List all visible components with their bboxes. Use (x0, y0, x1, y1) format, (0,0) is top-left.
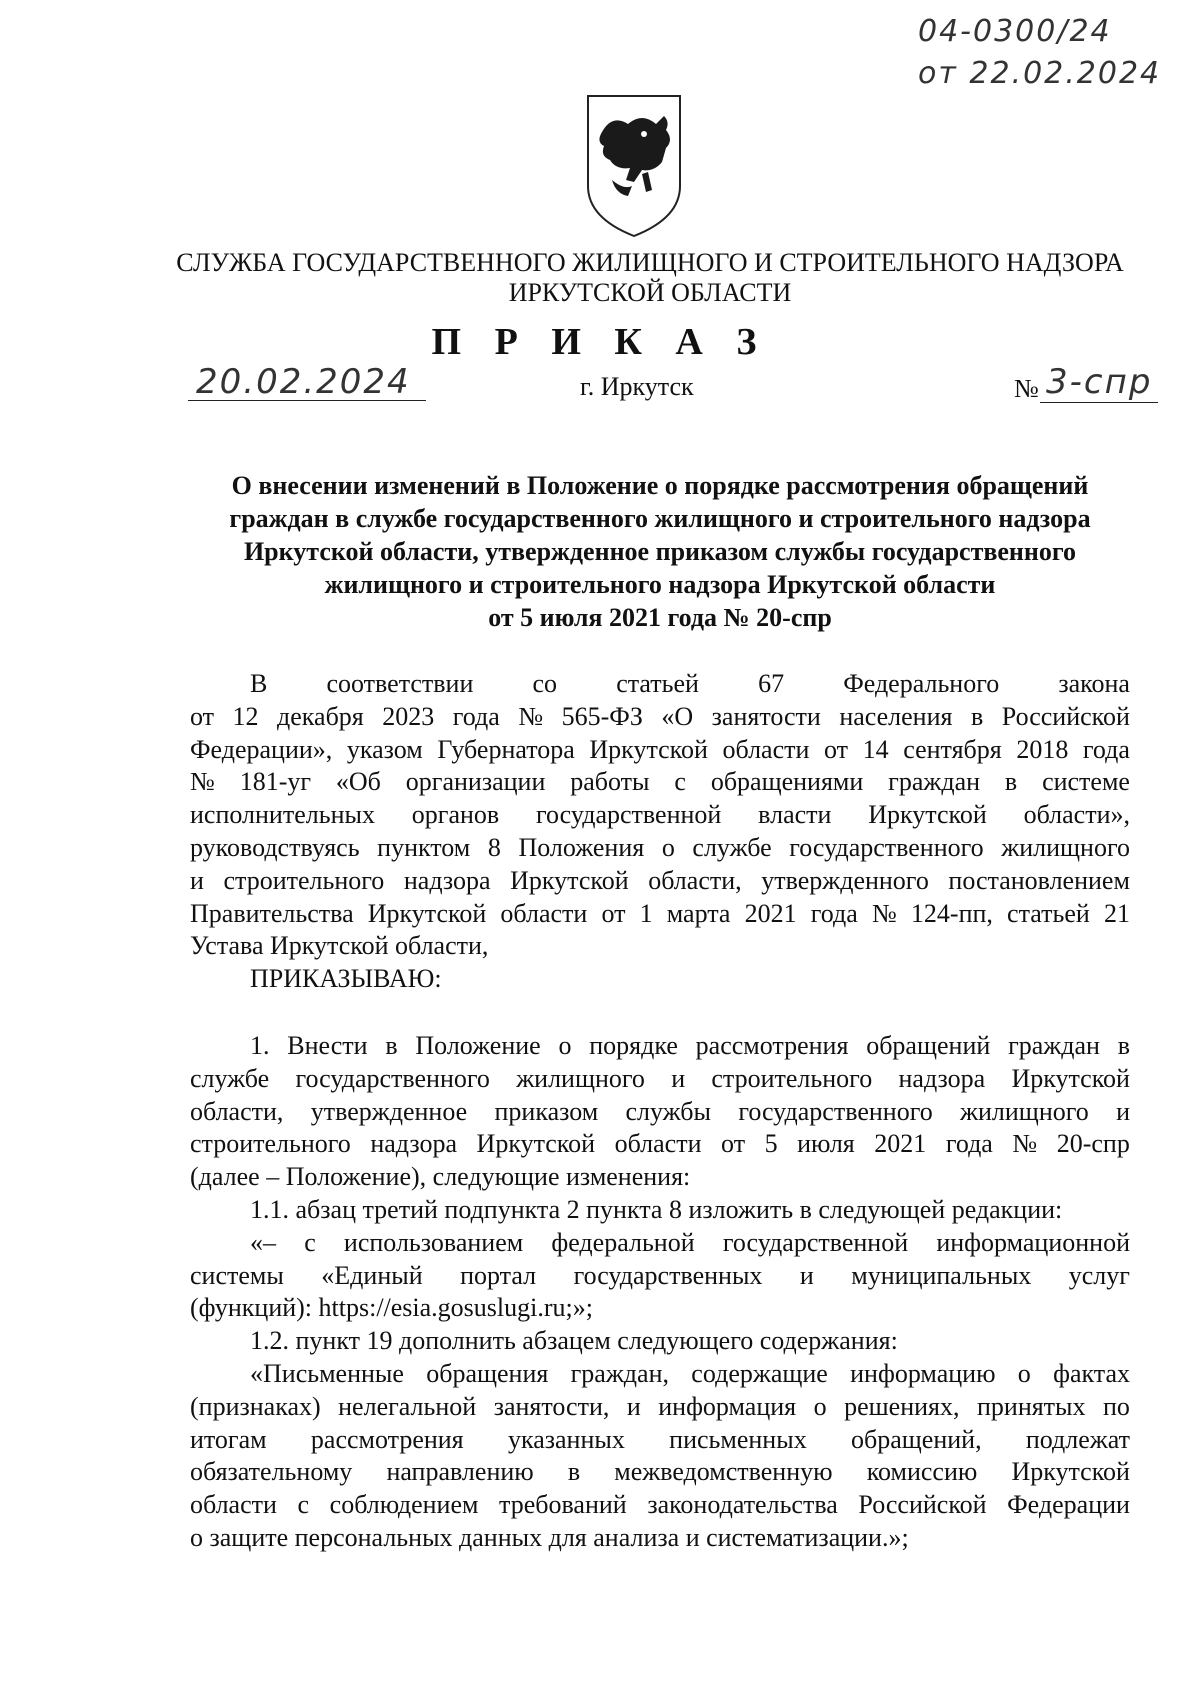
item-1-2-quote-line: о защите персональных данных для анализа и систематизации.»; (190, 1522, 909, 1552)
item-1-2-quote-line: обязательному направлению в межведомственную комиссию Иркутской (190, 1457, 1130, 1487)
item-1-2-quote-line: «Письменные обращения граждан, содержащие информацию о фактах (250, 1358, 1130, 1388)
preamble-line: исполнительных органов государственной власти Иркутской области», (190, 800, 1130, 830)
item-1-1-quote-line: (функций): https://esia.gosuslugi.ru;»; (190, 1293, 593, 1323)
item-1-2-quote-line: (признаках) нелегальной занятости, и информация о решениях, принятых по (190, 1391, 1130, 1421)
heading-line: жилищного и строительного надзора Иркутской области (324, 570, 996, 599)
item-1-line: строительного надзора Иркутской области от 5 июля 2021 года № 20-спр (190, 1129, 1130, 1159)
date-underline (188, 400, 426, 401)
heading-line: О внесении изменений в Положение о порядке рассмотрения обращений (231, 471, 1089, 500)
document-date: 20.02.2024 (196, 362, 411, 402)
item-1-line: (далее – Положение), следующие изменения: (190, 1162, 691, 1192)
item-1-1: 1.1. абзац третий подпункта 2 пункта 8 изложить в следующей редакции: (250, 1194, 1063, 1224)
preamble-line: Правительства Иркутской области от 1 марта 2021 года № 124-пп, статьей 21 (190, 898, 1130, 928)
irkutsk-coat-of-arms-icon (582, 90, 686, 240)
item-1-1-quote-line: системы «Единый портал государственных и муниципальных услуг (190, 1260, 1130, 1290)
item-1-line: области, утвержденное приказом службы государственного жилищного и (190, 1096, 1130, 1126)
number-underline (1040, 402, 1158, 403)
item-1-2-quote-line: итогам рассмотрения указанных письменных обращений, подлежат (190, 1424, 1130, 1454)
item-1-line: службе государственного жилищного и строительного надзора Иркутской (190, 1063, 1130, 1093)
order-heading (180, 469, 1140, 634)
heading-line: Иркутской области, утвержденное приказом службы государственного (243, 537, 1077, 566)
preamble-line: Устава Иркутской области, (190, 931, 489, 961)
agency-name-line-2: ИРКУТСКОЙ ОБЛАСТИ (508, 278, 792, 307)
heading-line: граждан в службе государственного жилищного и строительного надзора (229, 504, 1091, 533)
preamble-line: от 12 декабря 2023 года № 565-ФЗ «О занятости населения в Российской (190, 701, 1130, 731)
order-word: ПРИКАЗЫВАЮ: (250, 964, 442, 994)
item-1-1-quote-line: «– с использованием федеральной государственной информационной (250, 1227, 1130, 1257)
document-number: 3-спр (1046, 362, 1153, 402)
registration-number: 04-0300/24 (918, 14, 1112, 49)
item-1-line: 1. Внести в Положение о порядке рассмотрения обращений граждан в (250, 1030, 1130, 1060)
document-title: П Р И К А З (431, 321, 769, 363)
item-1-2: 1.2. пункт 19 дополнить абзацем следующего содержания: (250, 1326, 898, 1356)
preamble-line: руководствуясь пунктом 8 Положения о службе государственного жилищного (190, 832, 1130, 862)
preamble-line: Федерации», указом Губернатора Иркутской области от 14 сентября 2018 года (190, 734, 1130, 764)
paragraph-gap (190, 996, 1130, 1030)
registration-date: от 22.02.2024 (918, 56, 1162, 91)
preamble-line: В соответствии со статьей 67 Федерального закона (250, 669, 1130, 698)
heading-line: от 5 июля 2021 года № 20-спр (488, 603, 832, 632)
preamble-line: и строительного надзора Иркутской области, утвержденного постановлением (190, 865, 1130, 895)
order-body (190, 668, 1130, 1555)
document-city: г. Иркутск (580, 372, 694, 401)
agency-name-line-1: СЛУЖБА ГОСУДАРСТВЕННОГО ЖИЛИЩНОГО И СТРОИТЕЛЬНОГО НАДЗОРА (176, 248, 1124, 277)
document-number-label: № (1014, 374, 1039, 403)
item-1-2-quote-line: области с соблюдением требований законодательства Российской Федерации (190, 1490, 1130, 1520)
preamble-line: № 181-уг «Об организации работы с обращениями граждан в системе (190, 767, 1130, 797)
